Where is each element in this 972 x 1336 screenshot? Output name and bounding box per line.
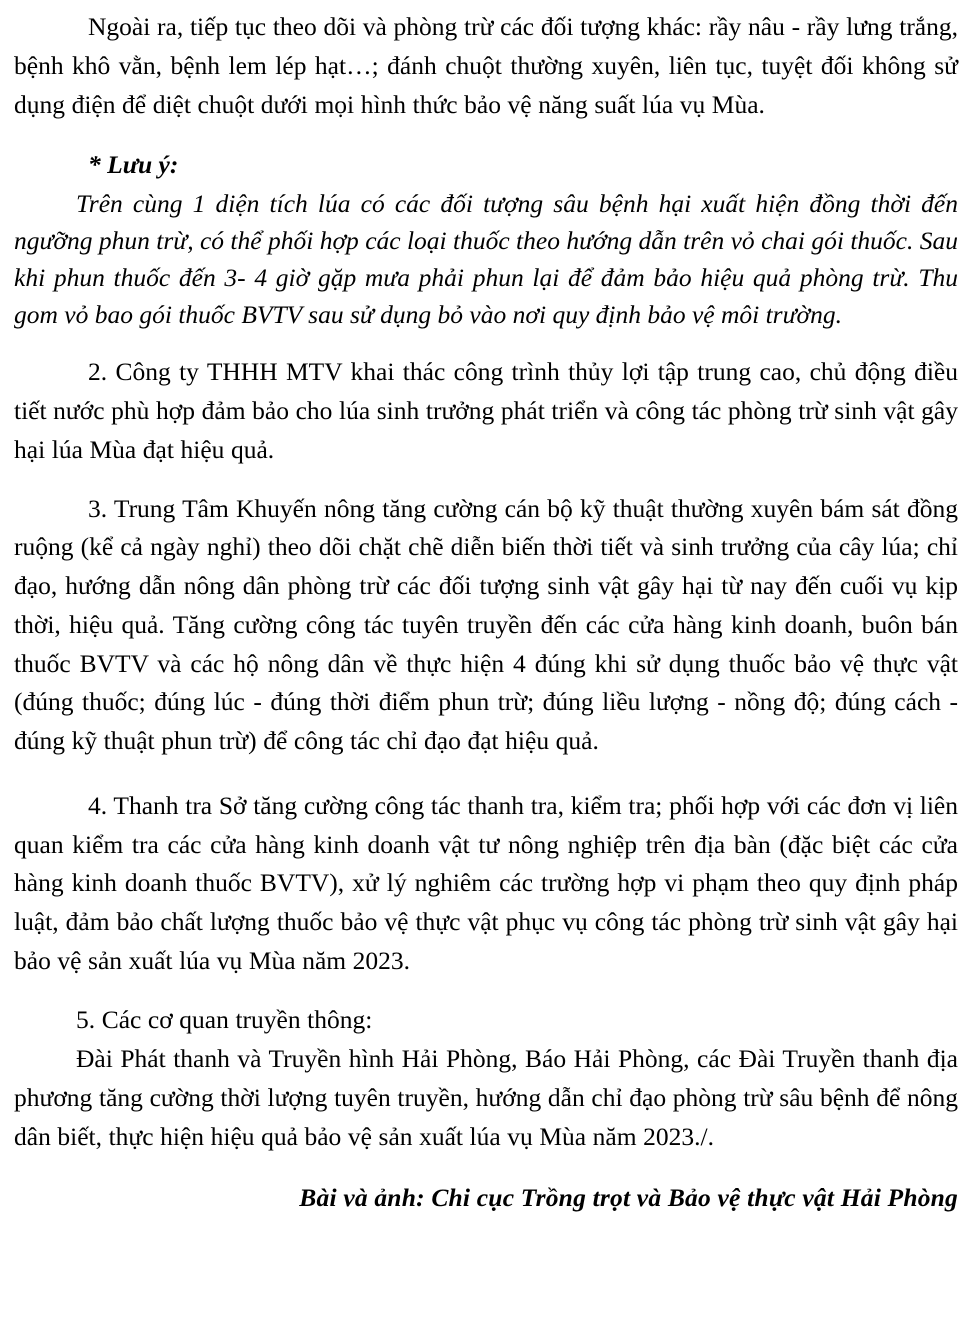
paragraph-item-5-body: Đài Phát thanh và Truyền hình Hải Phòng, Báo Hải Phòng, các Đài Truyền thanh địa phương tăng cường thời lượng tuyên truyền, hướng dẫn chỉ đạo phòng trừ sâu bệnh để nông dân biết, thực hiện hiệu quả bảo vệ sản xuất lúa vụ Mùa năm 2023./. <box>14 1044 958 1151</box>
note-heading: * Lưu ý: <box>88 150 179 180</box>
paragraph-item-5: 5. Các cơ quan truyền thông: <box>76 1004 373 1034</box>
paragraph-item-2: 2. Công ty THHH MTV khai thác công trình thủy lợi tập trung cao, chủ động điều tiết nước phù hợp đảm bảo cho lúa sinh trưởng phát triển và công tác phòng trừ sinh vật gây hại lúa Mùa đạt hiệu quả. <box>14 357 958 464</box>
paragraph-intro: Ngoài ra, tiếp tục theo dõi và phòng trừ các đối tượng khác: rầy nâu - rầy lưng trắng, bệnh khô vằn, bệnh lem lép hạt…; đánh chuột thường xuyên, liên tục, tuyệt đối không sử dụng điện để diệt chuột dưới mọi hình thức bảo vệ năng suất lúa vụ Mùa. <box>14 12 958 119</box>
paragraph-item-4: 4. Thanh tra Sở tăng cường công tác thanh tra, kiểm tra; phối hợp với các đơn vị liên quan kiểm tra các cửa hàng kinh doanh vật tư nông nghiệp trên địa bàn (đặc biệt các cửa hàng kinh doanh thuốc BVTV), xử lý nghiêm các trường hợp vi phạm theo quy định pháp luật, đảm bảo chất lượng thuốc bảo vệ thực vật phục vụ công tác phòng trừ sinh vật gây hại bảo vệ sản xuất lúa vụ Mùa năm 2023. <box>14 790 958 975</box>
document-signature: Bài và ảnh: Chi cục Trồng trọt và Bảo vệ thực vật Hải Phòng <box>299 1182 958 1212</box>
paragraph-item-3: 3. Trung Tâm Khuyến nông tăng cường cán bộ kỹ thuật thường xuyên bám sát đồng ruộng (kể cả ngày nghỉ) theo dõi chặt chẽ diễn biến thời tiết và sinh trưởng của cây lúa; chỉ đạo, hướng dẫn nông dân phòng trừ các đối tượng sinh vật gây hại từ nay đến cuối vụ kịp thời, hiệu quả. Tăng cường công tác tuyên truyền đến các cửa hàng kinh doanh, buôn bán thuốc BVTV và các hộ nông dân về thực hiện 4 đúng khi sử dụng thuốc bảo vệ thực vật (đúng thuốc; đúng lúc - đúng thời điểm phun trừ; đúng liều lượng - nồng độ; đúng cách - đúng kỹ thuật phun trừ) để công tác chỉ đạo đạt hiệu quả. <box>14 493 958 756</box>
note-body: Trên cùng 1 diện tích lúa có các đối tượng sâu bệnh hại xuất hiện đồng thời đến ngưỡng phun trừ, có thể phối hợp các loại thuốc theo hướng dẫn trên vỏ chai gói thuốc. Sau khi phun thuốc đến 3- 4 giờ gặp mưa phải phun lại để đảm bảo hiệu quả phòng trừ. Thu gom vỏ bao gói thuốc BVTV sau sử dụng bỏ vào nơi quy định bảo vệ môi trường. <box>14 188 958 330</box>
